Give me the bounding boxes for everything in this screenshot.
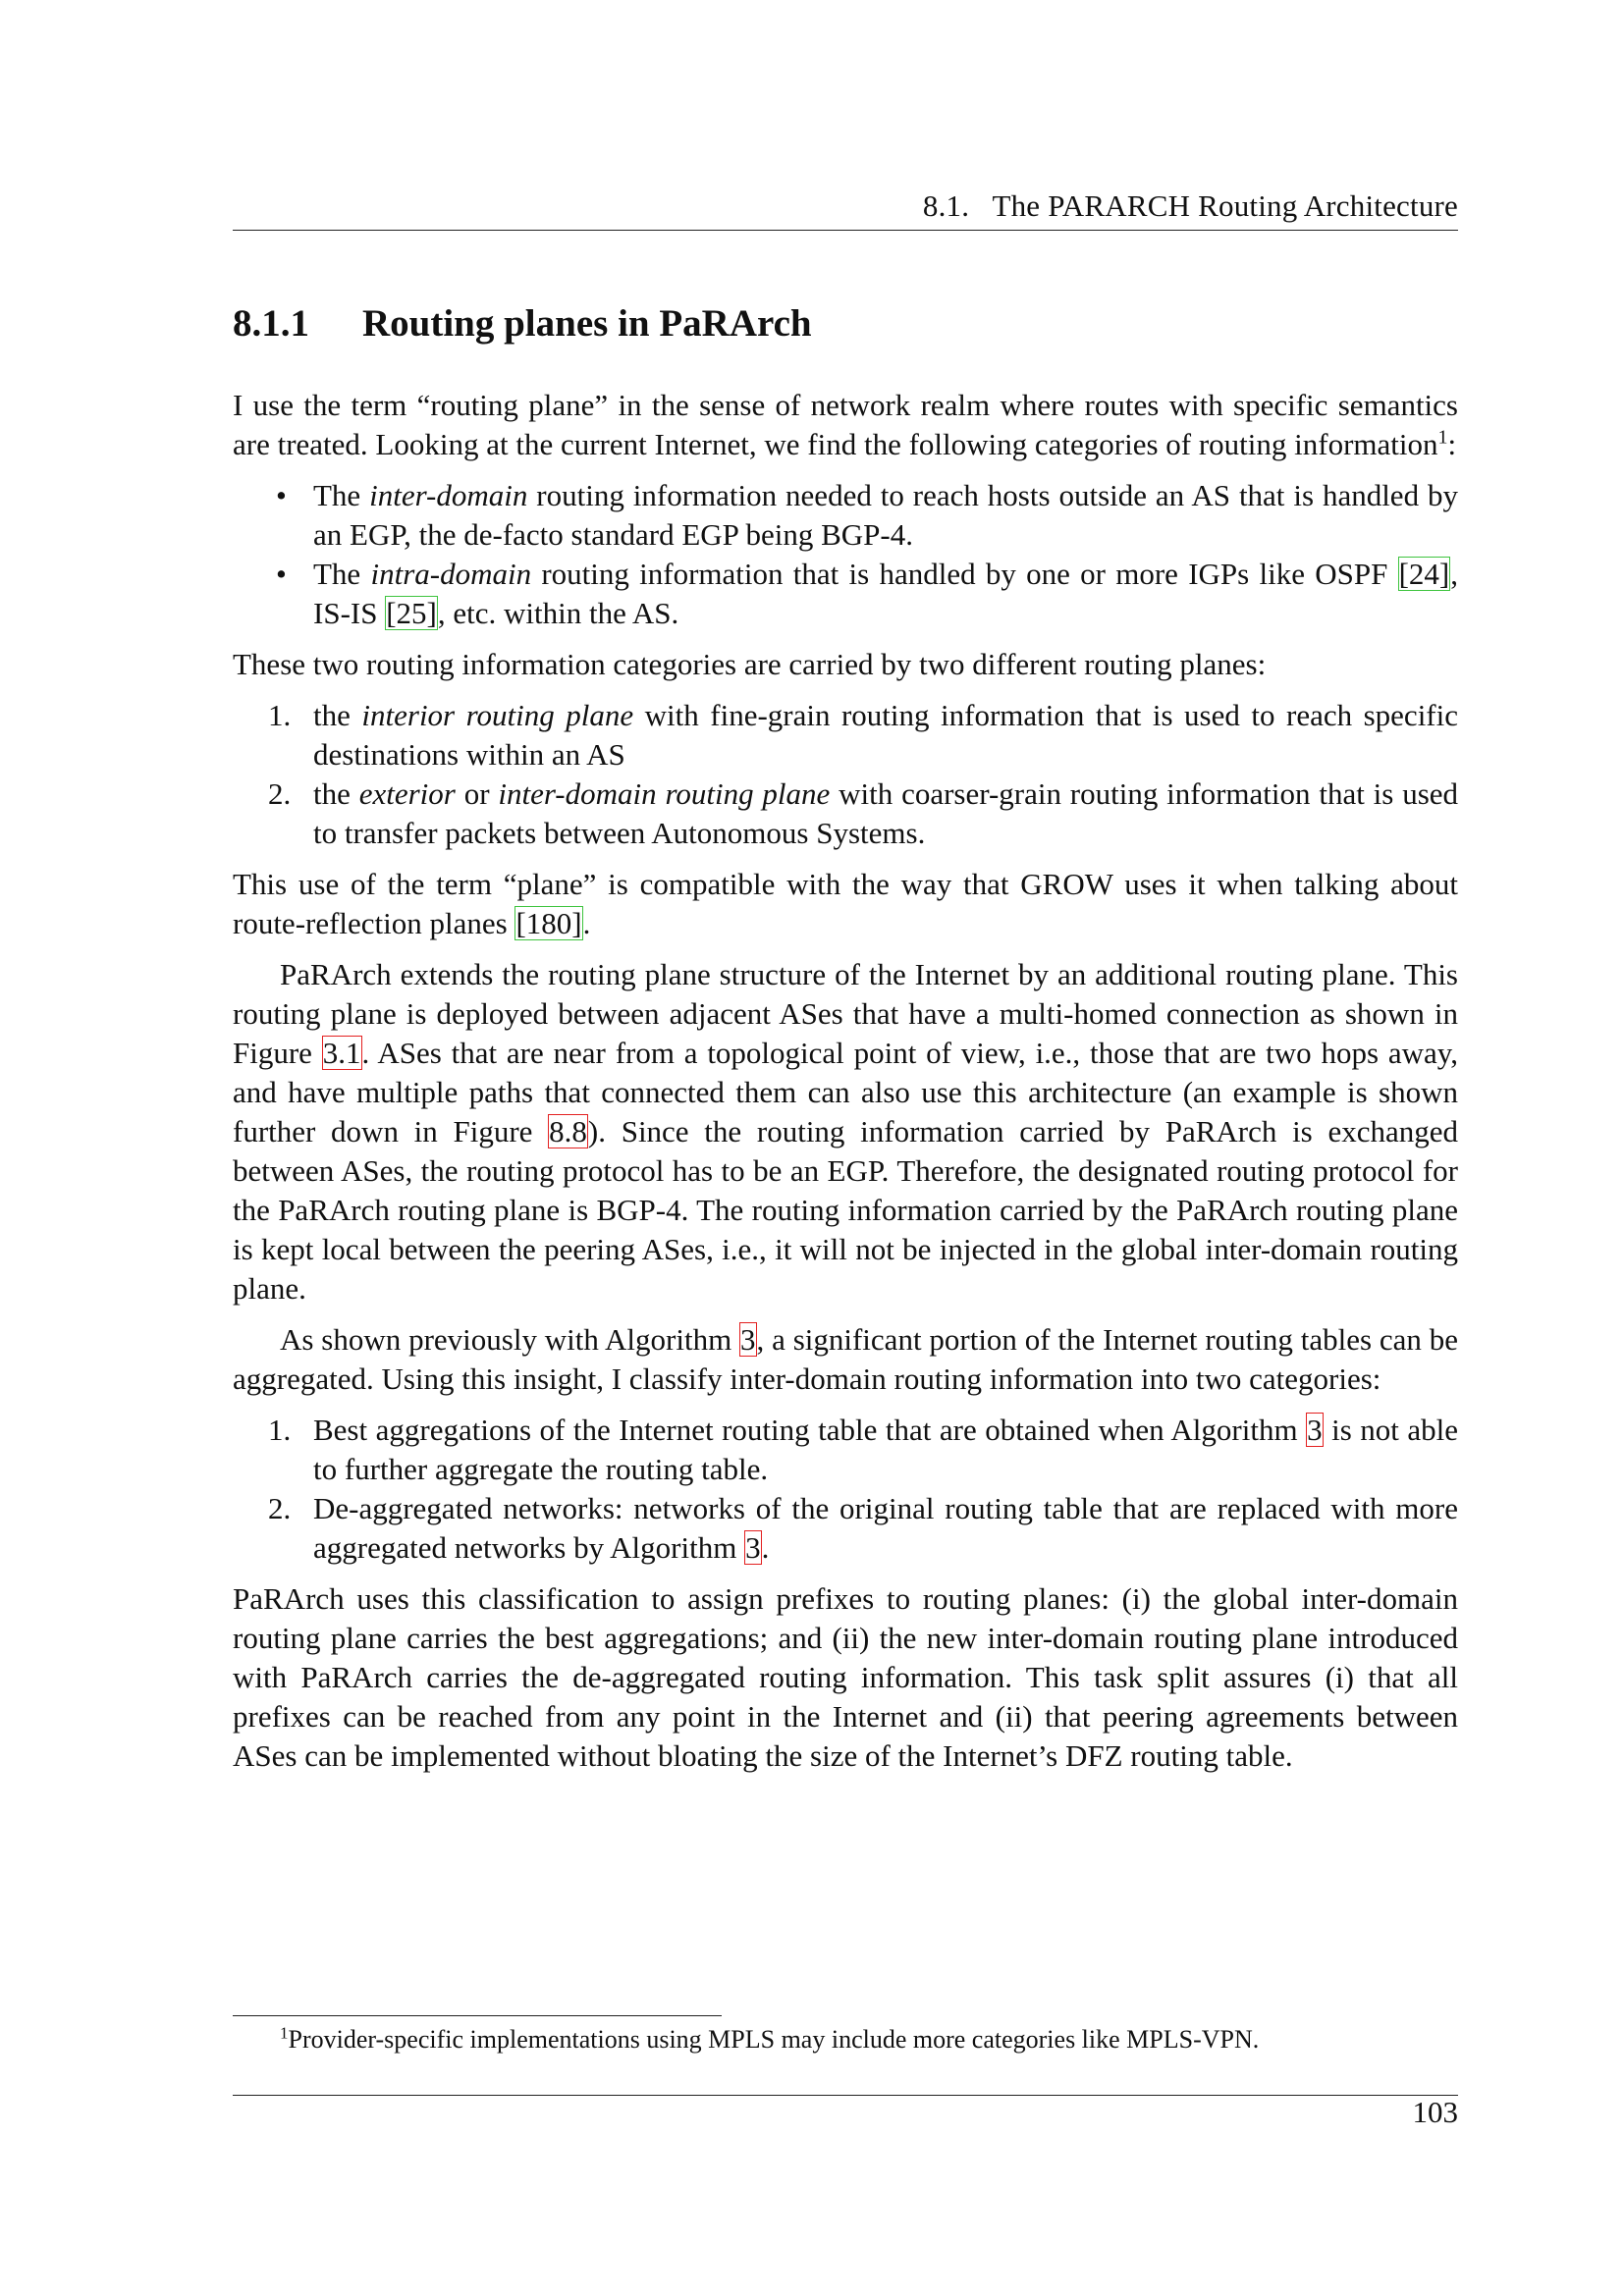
paragraph-intro: I use the term “routing plane” in the sense of network realm where routes with specific semantics are treated. Looking at the current Internet, we find the following categories of routing information$^1$: bbox=[233, 388, 1458, 461]
list-number: 1. bbox=[268, 698, 292, 732]
paragraph-pararch: PaRArch extends the routing plane structure of the Internet by an additional routing plane. This routing plane is deployed between adjacent ASes that have a multi-homed connection as shown in Figure 3.1. ASes that are near from a topological point of view, i.e., those that are two hops away, and have multiple paths that connected them can also use this architecture (an example is shown further down in Figure 8.8). Since the routing information carried by PaRArch is exchanged between ASes, the routing protocol has to be an EGP. Therefore, the designated routing protocol for the PaRArch routing plane is BGP-4. The routing information carried by the PaRArch routing plane is kept local between the peering ASes, i.e., it will not be injected in the global inter-domain routing plane. bbox=[233, 957, 1458, 1306]
footnote-mark: 1 bbox=[280, 2023, 289, 2043]
list-number: 2. bbox=[268, 1491, 292, 1525]
list-item: 2. De-aggregated networks: networks of the original routing table that are replaced with more aggregated networks by Algorithm 3. bbox=[268, 1491, 1458, 1565]
list-item: 1. the interior routing plane with fine-grain routing information that is used to reach specific destinations within an AS bbox=[268, 698, 1458, 772]
bullet-marker: • bbox=[276, 478, 287, 512]
section-heading bbox=[233, 301, 812, 346]
header-rule bbox=[233, 230, 1458, 231]
list-item: • The intra-domain routing information that is handled by one or more IGPs like OSPF [24], IS-IS [25], etc. within the AS. bbox=[276, 557, 1458, 630]
bullet-list bbox=[233, 476, 1458, 633]
paragraph-classification: PaRArch uses this classification to assign prefixes to routing planes: (i) the global inter-domain routing plane carries the best aggregations; and (ii) the new inter-domain routing plane introduced with PaRArch carries the de-aggregated routing information. This task split assures (i) that all prefixes can be reached from any point in the Internet and (ii) that peering agreements between ASes can be implemented without bloating the size of the Internet’s DFZ routing table. bbox=[233, 1581, 1458, 1773]
footer-rule bbox=[233, 2095, 1458, 2096]
numbered-list-categories bbox=[233, 1411, 1458, 1568]
list-item: 1. Best aggregations of the Internet routing table that are obtained when Algorithm 3 is not able to further aggregate the routing table. bbox=[268, 1413, 1459, 1486]
list-item: • The inter-domain routing information needed to reach hosts outside an AS that is handled by an EGP, the de-facto standard EGP being BGP-4. bbox=[276, 478, 1458, 552]
footnote-marker[interactable]: 1 bbox=[1437, 426, 1448, 449]
paragraph-planes: These two routing information categories are carried by two different routing planes: bbox=[233, 647, 1267, 681]
citation-link[interactable]: [25] bbox=[386, 596, 437, 630]
body-text bbox=[233, 386, 1458, 1788]
citation-link[interactable]: [180] bbox=[515, 906, 582, 940]
figure-link[interactable]: 3.1 bbox=[322, 1036, 361, 1070]
footnote-rule bbox=[233, 2015, 722, 2016]
page-number: 103 bbox=[1412, 2095, 1458, 2129]
citation-link[interactable]: [24] bbox=[1398, 557, 1450, 591]
algorithm-link[interactable]: 3 bbox=[740, 1322, 756, 1357]
algorithm-link[interactable]: 3 bbox=[1307, 1413, 1323, 1447]
section-number: 8.1.1 bbox=[233, 302, 309, 345]
paragraph-algorithm: As shown previously with Algorithm 3, a significant portion of the Internet routing tables can be aggregated. Using this insight, I classify inter-domain routing information into two categories: bbox=[233, 1322, 1458, 1396]
numbered-list-planes bbox=[233, 696, 1458, 853]
running-head: 8.1. The PARARCH Routing Architecture bbox=[922, 188, 1458, 223]
list-number: 2. bbox=[268, 776, 292, 811]
section-title: Routing planes in PaRArch bbox=[362, 302, 812, 345]
algorithm-link[interactable]: 3 bbox=[745, 1530, 761, 1565]
footnote bbox=[280, 2023, 1259, 2056]
list-number: 1. bbox=[268, 1413, 292, 1447]
paragraph-grow: This use of the term “plane” is compatible with the way that GROW uses it when talking about route-reflection planes [180]. bbox=[233, 867, 1458, 940]
footnote-text: Provider-specific implementations using MPLS may include more categories like MPLS-VPN. bbox=[288, 2025, 1260, 2054]
figure-link[interactable]: 8.8 bbox=[549, 1114, 587, 1148]
bullet-marker: • bbox=[276, 557, 287, 591]
list-item: 2. the exterior or inter-domain routing plane with coarser-grain routing information that is used to transfer packets between Autonomous Systems. bbox=[268, 776, 1459, 850]
